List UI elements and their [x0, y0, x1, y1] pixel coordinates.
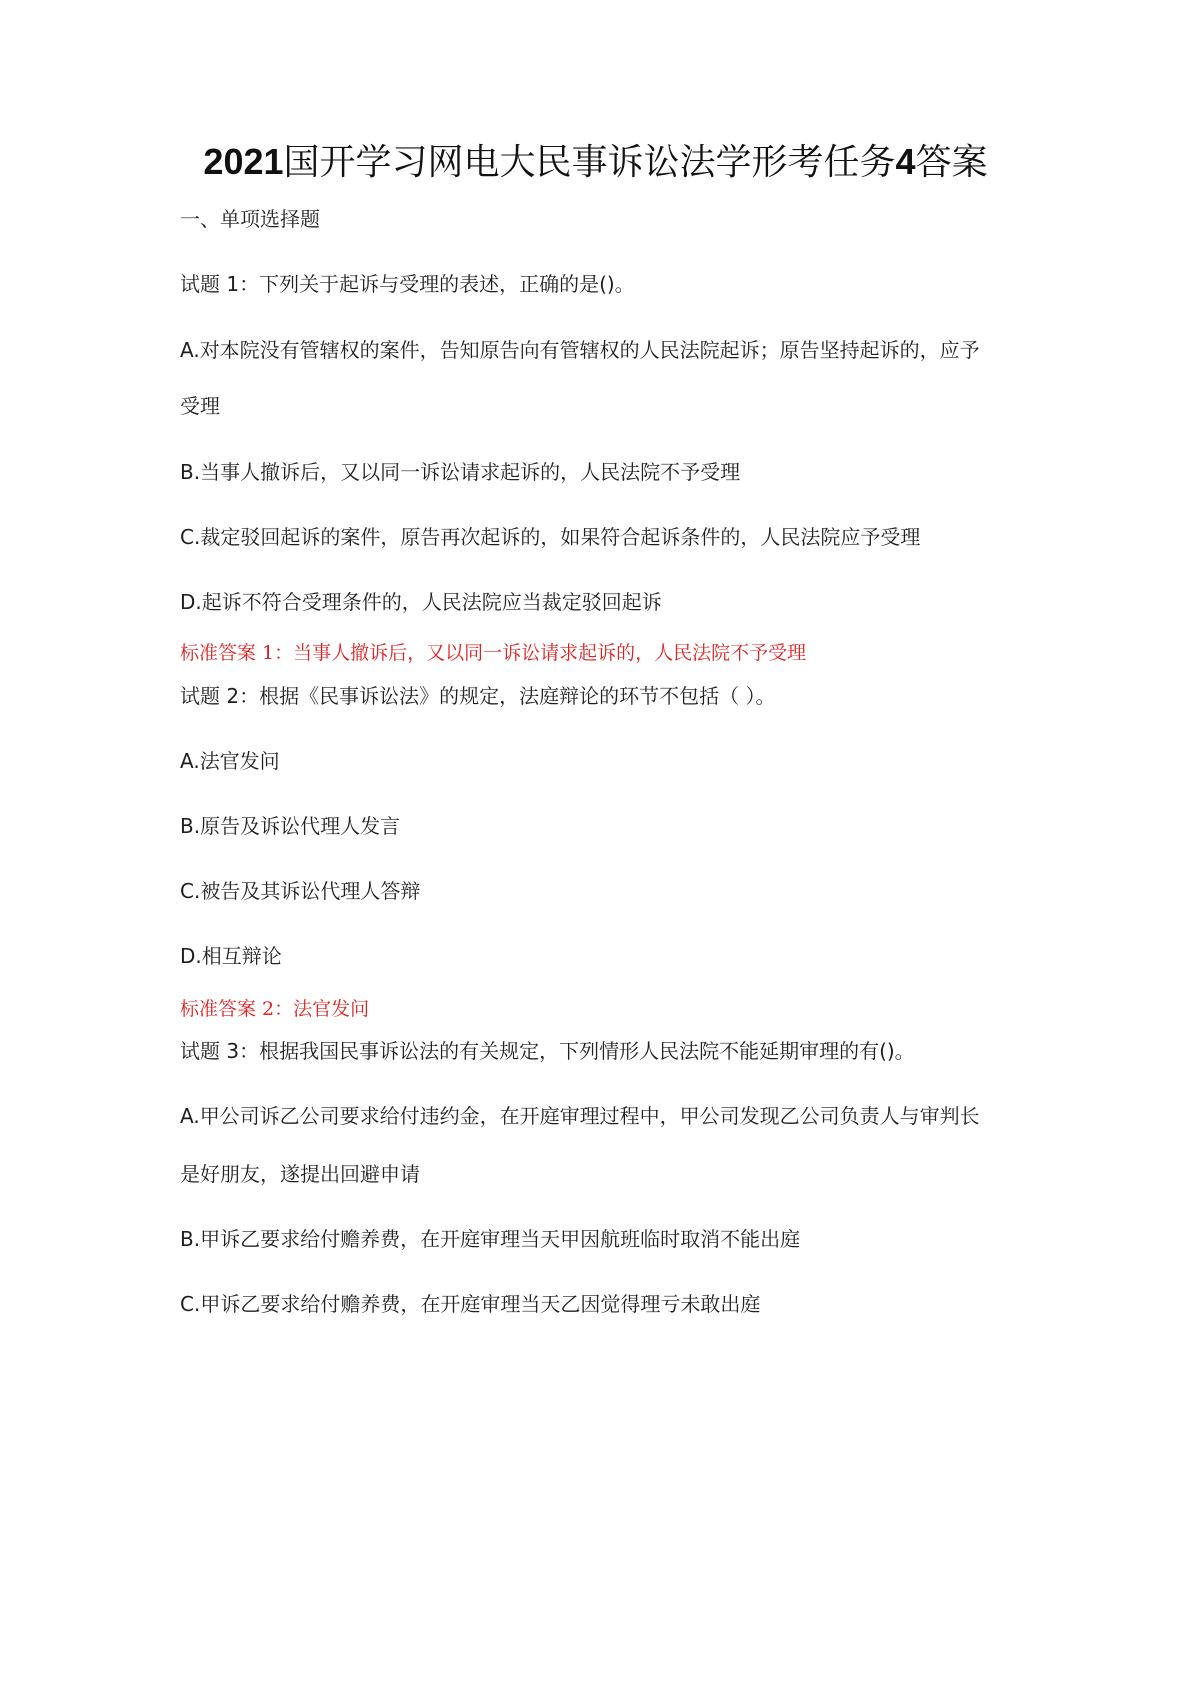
title-text: 国开学习网电大民事诉讼法学形考任务 — [283, 142, 896, 183]
document-title — [0, 138, 1191, 187]
section-heading: 一、单项选择题 — [180, 207, 320, 231]
question-1-option-a-cont: 受理 — [180, 394, 220, 418]
title-year: 2021 — [203, 141, 284, 182]
question-2-stem: 试题 2：根据《民事诉讼法》的规定，法庭辩论的环节不包括（ ）。 — [180, 684, 776, 708]
question-3-option-a: A.甲公司诉乙公司要求给付违约金，在开庭审理过程中，甲公司发现乙公司负责人与审判长 — [180, 1104, 980, 1128]
title-number: 4 — [895, 141, 916, 182]
question-3-stem: 试题 3：根据我国民事诉讼法的有关规定，下列情形人民法院不能延期审理的有()。 — [180, 1039, 915, 1063]
question-2-option-b: B.原告及诉讼代理人发言 — [180, 814, 401, 838]
question-3-option-c: C.甲诉乙要求给付赡养费，在开庭审理当天乙因觉得理亏未敢出庭 — [180, 1292, 761, 1316]
question-3-option-b: B.甲诉乙要求给付赡养费，在开庭审理当天甲因航班临时取消不能出庭 — [180, 1227, 801, 1251]
question-2-option-c: C.被告及其诉讼代理人答辩 — [180, 879, 421, 903]
question-1-option-b: B.当事人撤诉后，又以同一诉讼请求起诉的，人民法院不予受理 — [180, 460, 741, 484]
title-suffix: 答案 — [915, 142, 988, 183]
question-1-option-c: C.裁定驳回起诉的案件，原告再次起诉的，如果符合起诉条件的，人民法院应予受理 — [180, 525, 921, 549]
question-2-option-d: D.相互辩论 — [180, 944, 282, 968]
question-2-option-a: A.法官发问 — [180, 749, 280, 773]
question-2-answer: 标准答案 2：法官发问 — [180, 998, 370, 1020]
question-3-option-a-cont: 是好朋友，遂提出回避申请 — [180, 1162, 420, 1186]
question-1-option-a: A.对本院没有管辖权的案件，告知原告向有管辖权的人民法院起诉；原告坚持起诉的，应予 — [180, 338, 980, 362]
question-1-stem: 试题 1：下列关于起诉与受理的表述，正确的是()。 — [180, 272, 635, 296]
question-1-option-d: D.起诉不符合受理条件的，人民法院应当裁定驳回起诉 — [180, 590, 662, 614]
question-1-answer: 标准答案 1：当事人撤诉后，又以同一诉讼请求起诉的，人民法院不予受理 — [180, 642, 807, 664]
